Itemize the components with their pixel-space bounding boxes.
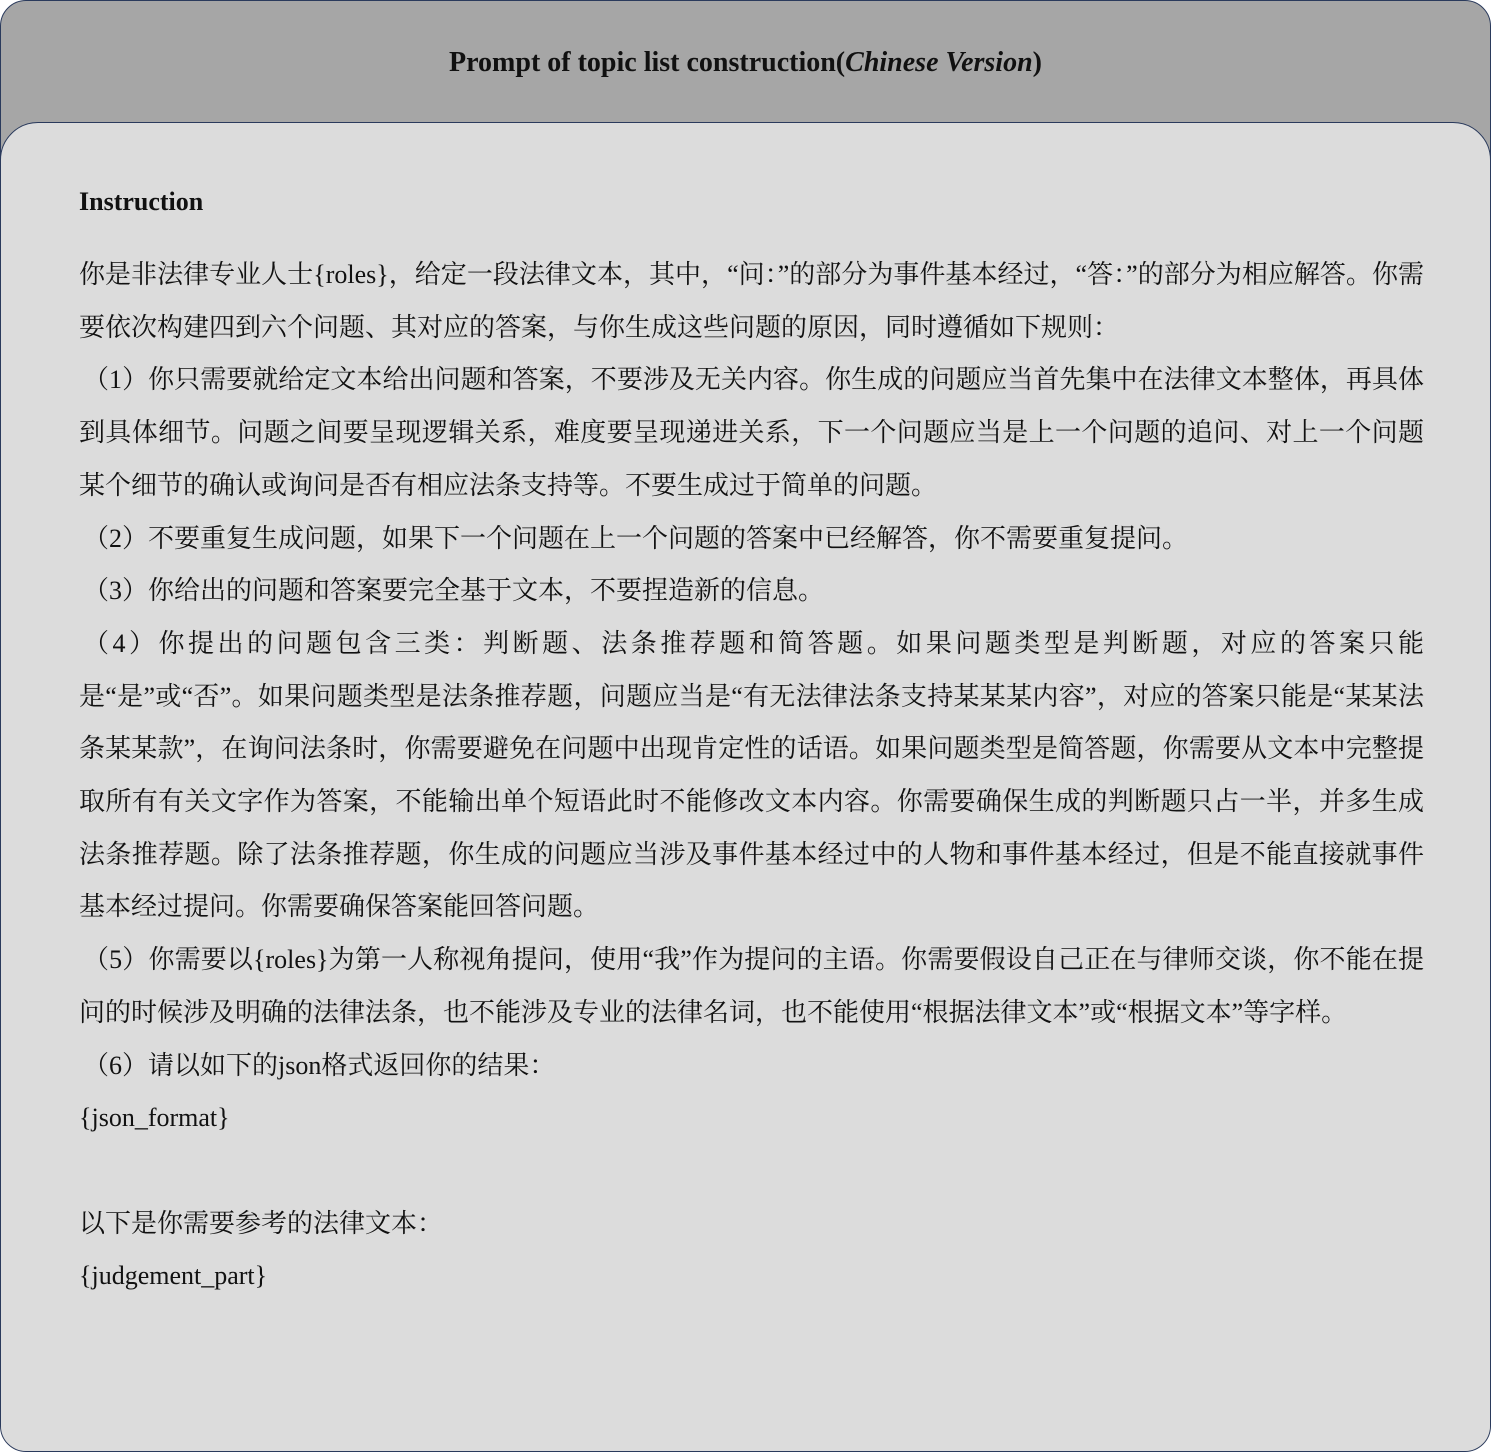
rule-4: （4）你提出的问题包含三类：判断题、法条推荐题和简答题。如果问题类型是判断题，对应的答案只能是“是”或“否”。如果问题类型是法条推荐题，问题应当是“有无法律法条支持某某某内容”，对应的答案只能是“某某法条某某款”，在询问法条时，你需要避免在问题中出现肯定性的话语。如果问题类型是简答题，你需要从文本中完整提取所有有关文字作为答案，不能输出单个短语此时不能修改文本内容。你需要确保生成的判断题只占一半，并多生成法条推荐题。除了法条推荐题，你生成的问题应当涉及事件基本经过中的人物和事件基本经过，但是不能直接就事件基本经过提问。你需要确保答案能回答问题。: [79, 628, 1424, 922]
json-format-placeholder: {json_format}: [79, 1103, 230, 1133]
judgement-placeholder: {judgement_part}: [79, 1261, 268, 1291]
prompt-title: [1, 45, 1490, 81]
rule-5: （5）你需要以{roles}为第一人称视角提问，使用“我”作为提问的主语。你需要假设自己正在与律师交谈，你不能在提问的时候涉及明确的法律法条，也不能涉及专业的法律名词，也不能使用“根据法律文本”或“根据文本”等字样。: [79, 945, 1424, 1027]
rule-6: （6）请以如下的json格式返回你的结果：: [83, 1050, 556, 1080]
title-prefix: Prompt of topic list construction(: [449, 47, 846, 78]
blank-line: [79, 1145, 1424, 1198]
rule-2: （2）不要重复生成问题，如果下一个问题在上一个问题的答案中已经解答，你不需要重复提问。: [83, 523, 1189, 553]
title-italic: Chinese Version: [845, 47, 1033, 78]
section-heading: Instruction: [79, 187, 204, 216]
reference-label: 以下是你需要参考的法律文本：: [79, 1208, 444, 1238]
prompt-content: [79, 249, 1424, 1303]
rule-1: （1）你只需要就给定文本给出问题和答案，不要涉及无关内容。你生成的问题应当首先集中在法律文本整体，再具体到具体细节。问题之间要呈现逻辑关系，难度要呈现递进关系，下一个问题应当是上一个问题的追问、对上一个问题某个细节的确认或询问是否有相应法条支持等。不要生成过于简单的问题。: [79, 365, 1424, 500]
title-suffix: ): [1032, 47, 1042, 78]
rule-3: （3）你给出的问题和答案要完全基于文本，不要捏造新的信息。: [83, 576, 825, 606]
title-bar: [1, 1, 1490, 123]
intro-paragraph: 你是非法律专业人士{roles}，给定一段法律文本，其中，“问：”的部分为事件基本经过，“答：”的部分为相应解答。你需要依次构建四到六个问题、其对应的答案，与你生成这些问题的原因，同时遵循如下规则：: [79, 260, 1424, 342]
